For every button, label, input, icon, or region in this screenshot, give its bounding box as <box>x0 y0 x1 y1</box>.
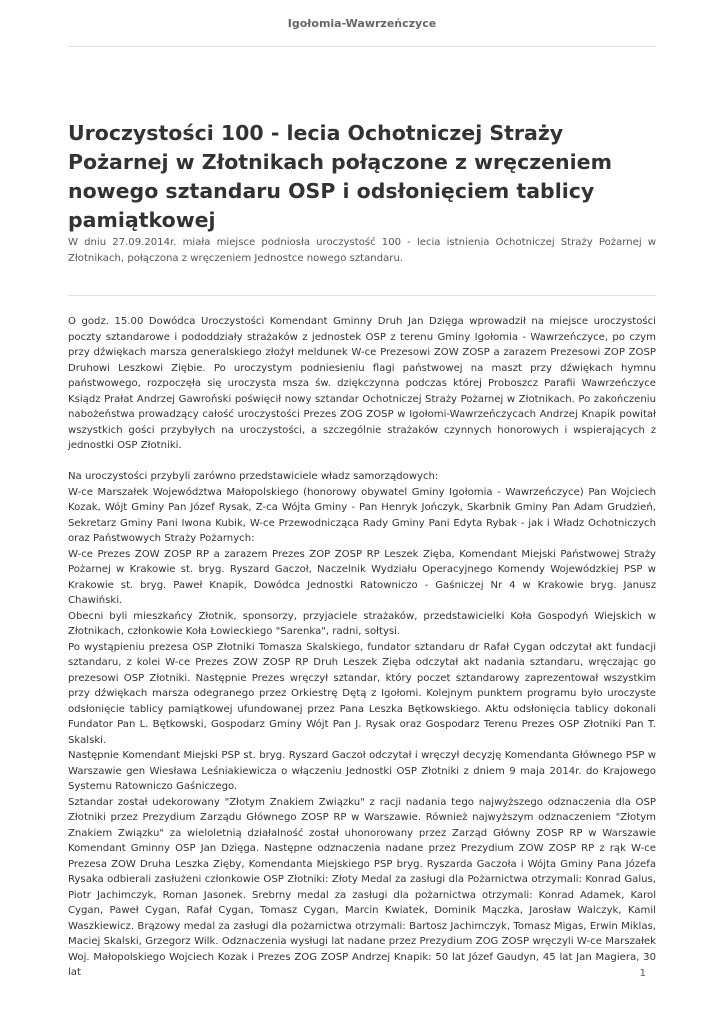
article-lead: W dniu 27.09.2014r. miała miejsce podniosła uroczystość 100 - lecia istnienia Ochotniczej Straży Pożarnej w Złotnikach, połączona z wręczeniem Jednostce nowego sztandaru. <box>68 237 656 264</box>
site-header-title: Igołomia-Wawrzeńczyce <box>287 17 437 30</box>
body-paragraph-guests-intro: Na uroczystości przybyli zarówno przedstawiciele władz samorządowych: <box>68 471 439 482</box>
body-paragraph-opening: O godz. 15.00 Dowódca Uroczystości Komendant Gminny Druh Jan Dzięga wprowadził na miejsce uroczystości poczty sztandarowe i pododdziały strażaków z jednostek OSP z terenu Gminy Igołomia - Wawrzeńczyce, po czym przy dźwiękach marsza generalskiego złożył meldunek W-ce Prezesowi ZOW ZOSP a zarazem Prezesowi ZOP ZOSP Druhowi Leszkowi Ziębie. Po uroczystym podniesieniu flagi państwowej na maszt przy dźwiękach hymnu państwowego, rozpoczęła się uroczysta msza św. dziękczynna podczas której Proboszcz Parafii Wawrzeńczyce Ksiądz Prałat Andrzej Gawroński poświęcił nowy sztandar Ochotniczej Straży Pożarnej w Złotnikach. Po zakończeniu nabożeństwa prowadzący całość uroczystości Prezes ZOG ZOSP w Igołomi-Wawrzeńczycach Andrzej Knapik powitał wszystkich gości przybyłych na uroczystości, a szczególnie strażaków czynnych honorowych i wspierających z jednostki OSP Złotniki. <box>68 316 656 451</box>
article-body <box>68 314 656 981</box>
header-divider <box>68 46 656 47</box>
body-paragraph-fire-authorities: W-ce Prezes ZOW ZOSP RP a zarazem Prezes ZOP ZOSP RP Leszek Zięba, Komendant Miejski Państwowej Straży Pożarnej w Krakowie st. bryg. Ryszard Gaczoł, Naczelnik Wydziału Operacyjnego Komendy Wojewódzkiej PSP w Krakowie st. bryg. Paweł Knapik, Dowódca Jednostki Ratowniczo - Gaśniczej Nr 4 w Krakowie bryg. Janusz Chawiński. <box>68 548 656 606</box>
body-paragraph-local-authorities: W-ce Marszałek Województwa Małopolskiego (honorowy obywatel Gminy Igołomia - Wawrzeńczyce) Pan Wojciech Kozak, Wójt Gminy Pan Józef Rysak, Z-ca Wójta Gminy - Pan Henryk Jończyk, Skarbnik Gminy Pan Adam Grudzień, Sekretarz Gminy Pani Iwona Kubik, W-ce Przewodnicząca Rady Gminy Pani Edyta Rybak - jak i Władz Ochotniczych oraz Państwowych Straży Pożarnych: <box>68 486 656 544</box>
body-paragraph-ksrg-decision: Następnie Komendant Miejski PSP st. bryg. Ryszard Gaczoł odczytał i wręczył decyzję Komendanta Głównego PSP w Warszawie gen Wiesława Leśniakiewicza o włączeniu Jednostki OSP Złotniki z dniem 9 maja 2014r. do Krajowego Systemu Ratowniczo Gaśniczego. <box>68 750 656 792</box>
body-paragraph-awards: Sztandar został udekorowany "Złotym Znakiem Związku" z racji nadania tego najwyższego odznaczenia dla OSP Złotniki przez Prezydium Zarządu Głównego ZOSP RP w Warszawie. Również najwyższym odznaczeniem "Złotym Znakiem Związku" za wieloletnią działalność został uhonorowany przez Zarząd Główny ZOSP RP w Warszawie Komendant Gminny OSP Jan Dzięga. Następne odznaczenia nadane przez Prezydium ZOW ZOSP RP z rąk W-ce Prezesa ZOW Druha Leszka Zięby, Komendanta Miejskiego PSP bryg. Ryszarda Gaczoła i Wójta Gminy Pana Józefa Rysaka odbierali zasłużeni członkowie OSP Złotniki: Złoty Medal za zasługi dla Pożarnictwa otrzymali: Konrad Galus, Piotr Jachimczyk, Roman Jasonek. Srebrny medal za zasługi dla pożarnictwa otrzymali: Konrad Adamek, Karol Cygan, Paweł Cygan, Rafał Cygan, Tomasz Cygan, Marcin Kwiatek, Dominik Mączka, Jarosław Walczyk, Kamil Waszkiewicz. Brązowy medal za zasługi dla pożarnictwa otrzymali: Bartosz Jachimczyk, Tomasz Migas, Erwin Miklas, Maciej Skalski, Grzegorz Wilk. Odznaczenia wysługi lat nadane przez Prezydium ZOG ZOSP wręczyli W-ce Marszałek Woj. Małopolskiego Wojciech Kozak i Prezes ZOG ZOSP Andrzej Knapik: 50 lat Józef Gaudyn, 45 lat Jan Magiera, 30 lat <box>68 796 656 978</box>
paragraph-spacer <box>68 454 656 470</box>
lead-divider <box>68 295 656 296</box>
page-number: 1 <box>639 968 646 979</box>
footer-divider <box>68 947 656 948</box>
body-paragraph-banner-ceremony: Po wystąpieniu prezesa OSP Złotniki Tomasza Skalskiego, fundator sztandaru dr Rafał Cygan odczytał akt fundacji sztandaru, z kolei W-ce Prezes ZOW ZOSP RP Druh Leszek Zięba odczytał akt nadania sztandaru, wręczając go prezesowi OSP Złotniki. Następnie Prezes wręczył sztandar, który poczet sztandarowy zaprezentował wszystkim przy dźwiękach marsza odegranego przez Orkiestrę Dętą z Igołomi. Kolejnym punktem programu było uroczyste odsłonięcie tablicy pamiątkowej ufundowanej przez Pana Leszka Bętkowskiego. Aktu odsłonięcia tablicy dokonali Fundator Pan L. Bętkowski, Gospodarz Gminy Wójt Pan J. Rysak oraz Gospodarz Terenu Prezes OSP Złotniki Pan T. Skalski. <box>68 641 656 746</box>
article-title: Uroczystości 100 - lecia Ochotniczej Straży Pożarnej w Złotnikach połączone z wręczeniem nowego sztandaru OSP i odsłonięciem tablicy pamiątkowej <box>68 121 612 232</box>
body-paragraph-residents: Obecni byli mieszkańcy Złotnik, sponsorzy, przyjaciele strażaków, przedstawicielki Koła Gospodyń Wiejskich w Złotnikach, członkowie Koła Łowieckiego "Sarenka", radni, sołtysi. <box>68 610 656 637</box>
